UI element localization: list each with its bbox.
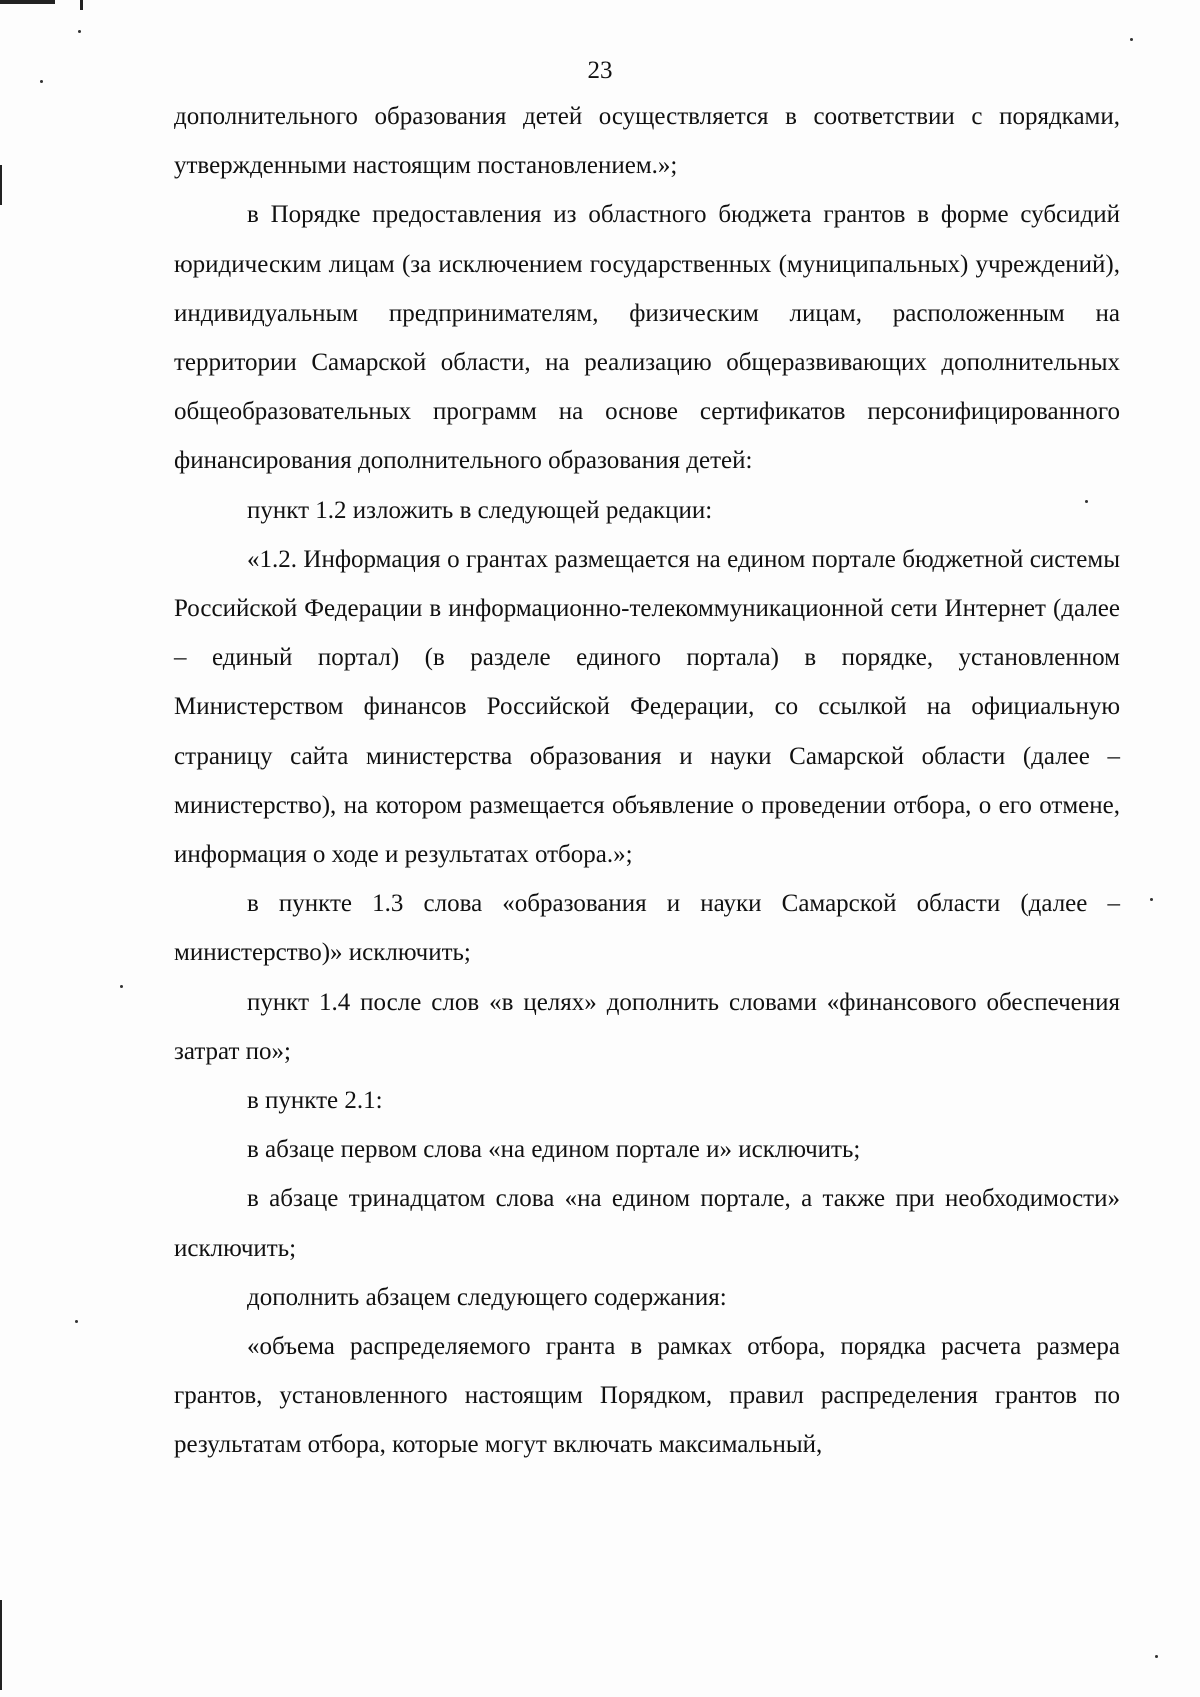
paragraph: в пункте 1.3 слова «образования и науки Самарской области (далее – министерство)» исключить; [174, 890, 1120, 967]
paragraph: в абзаце тринадцатом слова «на едином портале, а также при необходимости» исключить; [174, 1185, 1120, 1262]
paragraph: в Порядке предоставления из областного бюджета грантов в форме субсидий юридическим лицам (за исключением государственных (муниципальных) учреждений), индивидуальным предпринимателям, физическим лицам, расположенным на территории Самарской области, на реализацию общеразвивающих дополнительных общеобразовательных программ на основе сертификатов персонифицированного финансирования дополнительного образования детей: [174, 201, 1120, 475]
scan-artifact [0, 0, 55, 4]
scan-speck [75, 1320, 78, 1323]
paragraph: в пункте 2.1: [247, 1087, 383, 1115]
paragraph: пункт 1.2 изложить в следующей редакции: [247, 496, 713, 524]
page-number: 23 [587, 57, 613, 84]
document-body [174, 92, 1120, 1470]
scan-speck [120, 985, 123, 988]
scan-artifact [0, 1600, 2, 1690]
paragraph: дополнительного образования детей осуществляется в соответствии с порядками, утвержденными настоящим постановлением.»; [174, 103, 1120, 180]
paragraph: в абзаце первом слова «на едином портале и» исключить; [247, 1136, 861, 1164]
scan-speck [1150, 898, 1153, 901]
scan-speck [78, 30, 81, 33]
paragraph: «объема распределяемого гранта в рамках отбора, порядка расчета размера грантов, установленного настоящим Порядком, правил распределения грантов по результатам отбора, которые могут включать максимальный, [174, 1333, 1120, 1459]
scan-speck [1130, 38, 1133, 41]
scan-speck [1155, 1655, 1158, 1658]
paragraph: дополнить абзацем следующего содержания: [247, 1283, 727, 1311]
scan-artifact [0, 165, 2, 205]
paragraph: «1.2. Информация о грантах размещается на едином портале бюджетной системы Российской Федерации в информационно-телекоммуникационной сети Интернет (далее – единый портал) (в разделе единого портала) в порядке, установленном Министерством финансов Российской Федерации, со ссылкой на официальную страницу сайта министерства образования и науки Самарской области (далее – министерство), на котором размещается объявление о проведении отбора, о его отмене, информация о ходе и результатах отбора.»; [174, 545, 1120, 869]
scan-artifact [80, 0, 83, 10]
paragraph: пункт 1.4 после слов «в целях» дополнить словами «финансового обеспечения затрат по»; [174, 988, 1120, 1065]
